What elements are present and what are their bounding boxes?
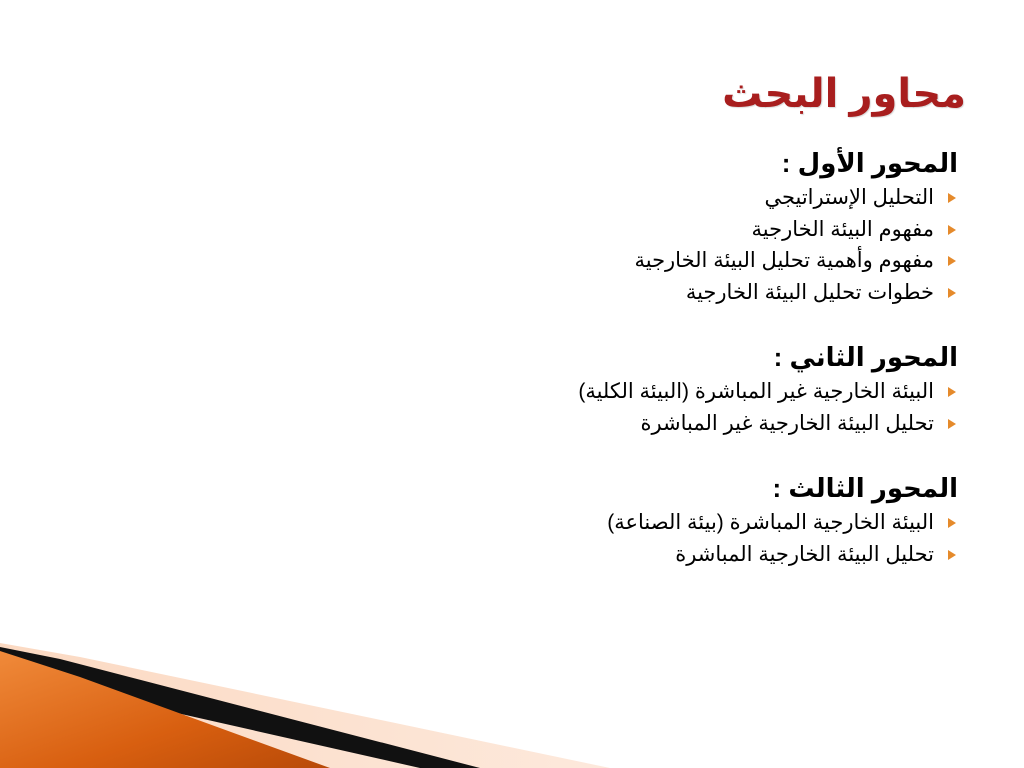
section-heading: المحور الأول : (781, 148, 958, 178)
arrow-bullet-icon (948, 518, 956, 528)
arrow-bullet-icon (948, 550, 956, 560)
list-item (98, 182, 958, 214)
list-item (98, 277, 958, 309)
bullet-list (98, 507, 958, 570)
list-item (98, 245, 958, 277)
section-first-axis (98, 144, 958, 308)
orange-wedge (0, 651, 330, 768)
slide-content (98, 144, 958, 600)
peach-band (0, 643, 610, 768)
dark-stripe (0, 647, 480, 768)
bullet-list (98, 376, 958, 439)
arrow-bullet-icon (948, 256, 956, 266)
arrow-bullet-icon (948, 193, 956, 203)
section-third-axis (98, 469, 958, 570)
list-item (98, 507, 958, 539)
arrow-bullet-icon (948, 288, 956, 298)
list-item-label: البيئة الخارجية المباشرة (بيئة الصناعة) (607, 511, 934, 534)
list-item (98, 539, 958, 571)
arrow-bullet-icon (948, 419, 956, 429)
section-heading: المحور الثاني : (773, 342, 958, 372)
decorative-corner-swoosh (0, 643, 1024, 768)
section-second-axis (98, 338, 958, 439)
list-item-label: البيئة الخارجية غير المباشرة (البيئة الكلية) (578, 380, 934, 403)
list-item (98, 408, 958, 440)
bullet-list (98, 182, 958, 308)
list-item-label: خطوات تحليل البيئة الخارجية (685, 280, 934, 304)
list-item-label: تحليل البيئة الخارجية المباشرة (675, 542, 934, 566)
list-item-label: مفهوم البيئة الخارجية (751, 217, 934, 241)
list-item-label: مفهوم وأهمية تحليل البيئة الخارجية (634, 249, 934, 272)
arrow-bullet-icon (948, 225, 956, 235)
list-item (98, 376, 958, 408)
section-heading: المحور الثالث : (772, 473, 958, 503)
list-item (98, 214, 958, 246)
list-item-label: التحليل الإستراتيجي (764, 186, 934, 209)
arrow-bullet-icon (948, 387, 956, 397)
slide-title: محاور البحث (722, 72, 966, 116)
list-item-label: تحليل البيئة الخارجية غير المباشرة (640, 411, 934, 435)
